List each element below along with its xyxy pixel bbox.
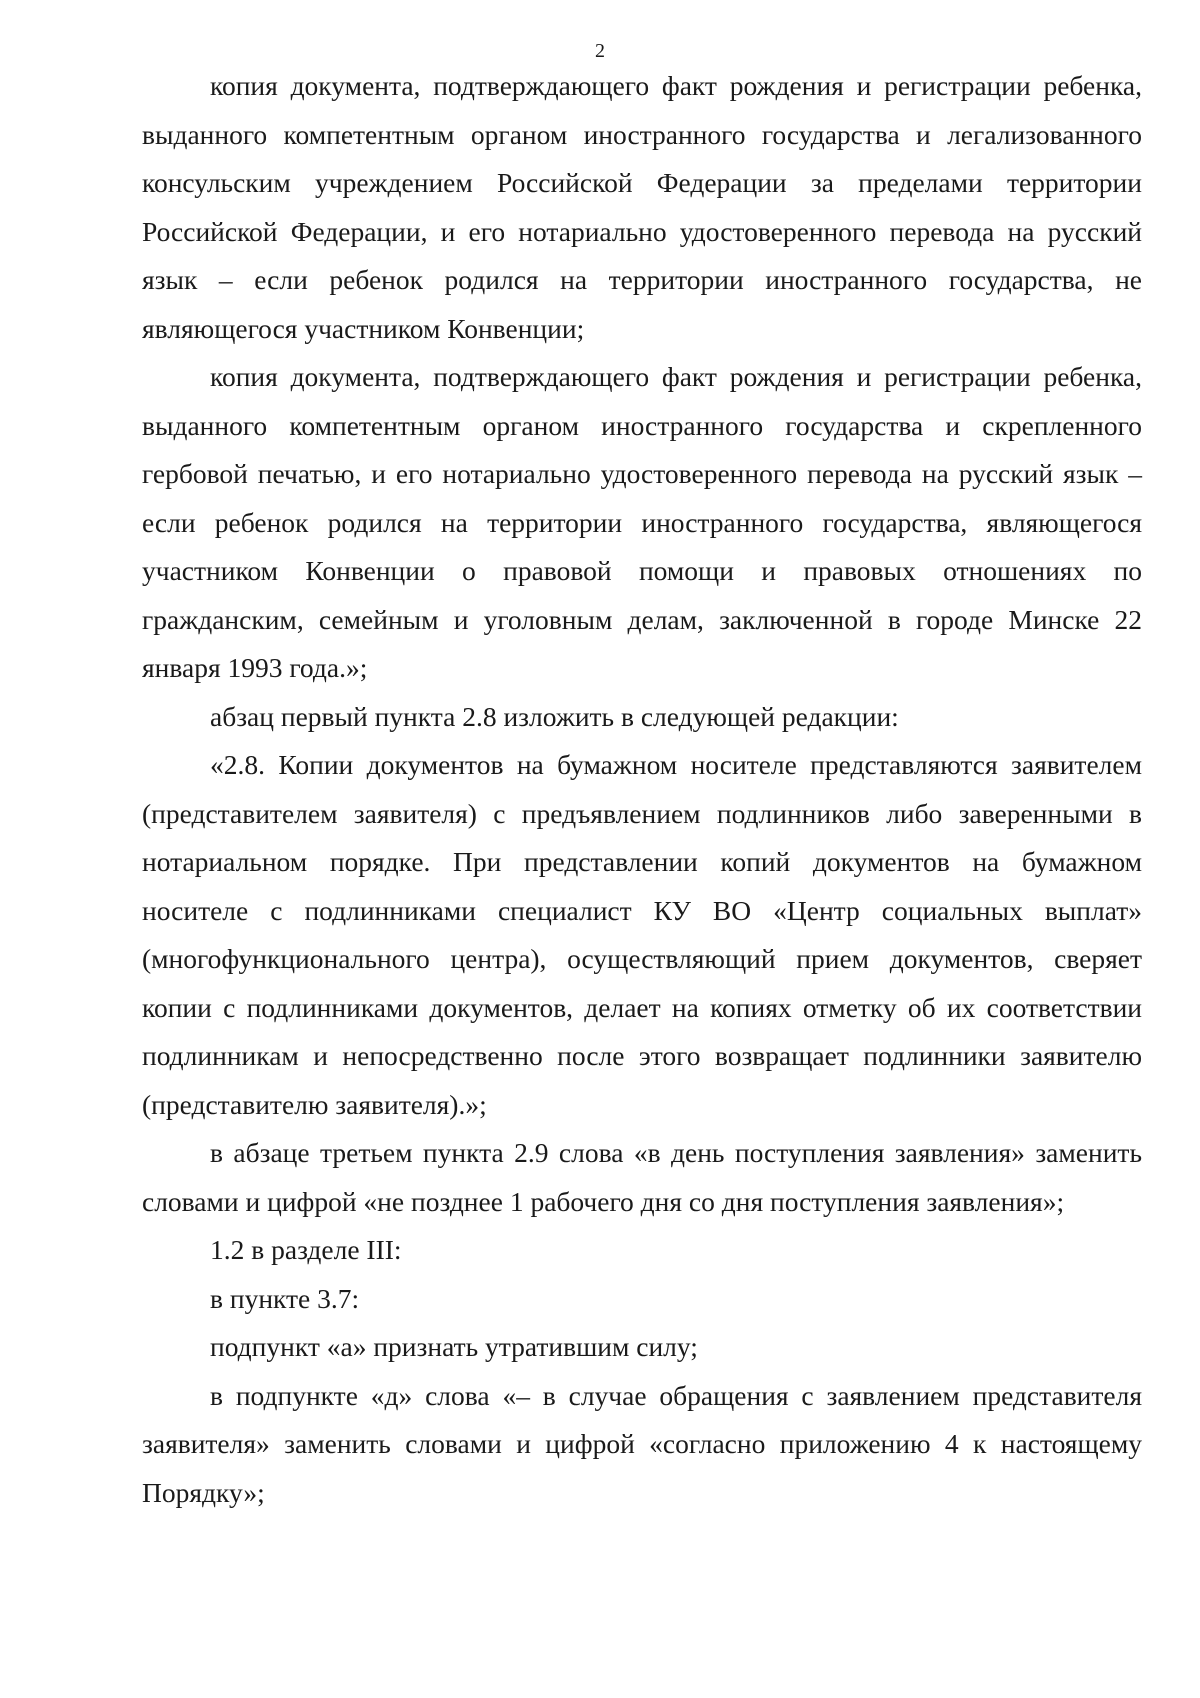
paragraph-amend-2-9: в абзаце третьем пункта 2.9 слова «в день поступления заявления» заменить словами и цифрой «не позднее 1 рабочего дня со дня поступления заявления»; xyxy=(142,1137,1142,1217)
paragraph-amend-2-8-intro: абзац первый пункта 2.8 изложить в следующей редакции: xyxy=(210,700,899,732)
paragraph-birth-doc-apostille: копия документа, подтверждающего факт рождения и регистрации ребенка, выданного компетентным органом иностранного государства и скрепленного гербовой печатью, и его нотариально удостоверенного перевода на русский язык – если ребенок родился на территории иностранного государства, являющегося участником Конвенции о правовой помощи и правовых отношениях по гражданским, семейным и уголовным делам, заключенной в городе Минске 22 января 1993 года.»; xyxy=(142,361,1142,683)
paragraph-section-iii: 1.2 в разделе III: xyxy=(210,1234,402,1265)
paragraph-subclause-a: подпункт «а» признать утратившим силу; xyxy=(210,1331,698,1362)
paragraph-clause-2-8: «2.8. Копии документов на бумажном носителе представляются заявителем (представителем заявителя) с предъявлением подлинников либо заверенными в нотариальном порядке. При представлении копий документов на бумажном носителе с подлинниками специалист КУ ВО «Центр социальных выплат» (многофункционального центра), осуществляющий прием документов, сверяет копии с подлинниками документов, делает на копиях отметку об их соответствии подлинникам и непосредственно после этого возвращает подлинники заявителю (представителю заявителя).»; xyxy=(142,749,1142,1120)
paragraph-subclause-d: в подпункте «д» слова «– в случае обращения с заявлением представителя заявителя» заменить словами и цифрой «согласно приложению 4 к настоящему Порядку»; xyxy=(142,1379,1142,1508)
page-number: 2 xyxy=(595,40,605,62)
paragraph-birth-doc-legalized: копия документа, подтверждающего факт рождения и регистрации ребенка, выданного компетентным органом иностранного государства и легализованного консульским учреждением Российской Федерации за пределами территории Российской Федерации, и его нотариально удостоверенного перевода на русский язык – если ребенок родился на территории иностранного государства, не являющегося участником Конвенции; xyxy=(142,70,1142,344)
paragraph-clause-3-7: в пункте 3.7: xyxy=(210,1282,360,1314)
document-body xyxy=(142,62,1142,1517)
